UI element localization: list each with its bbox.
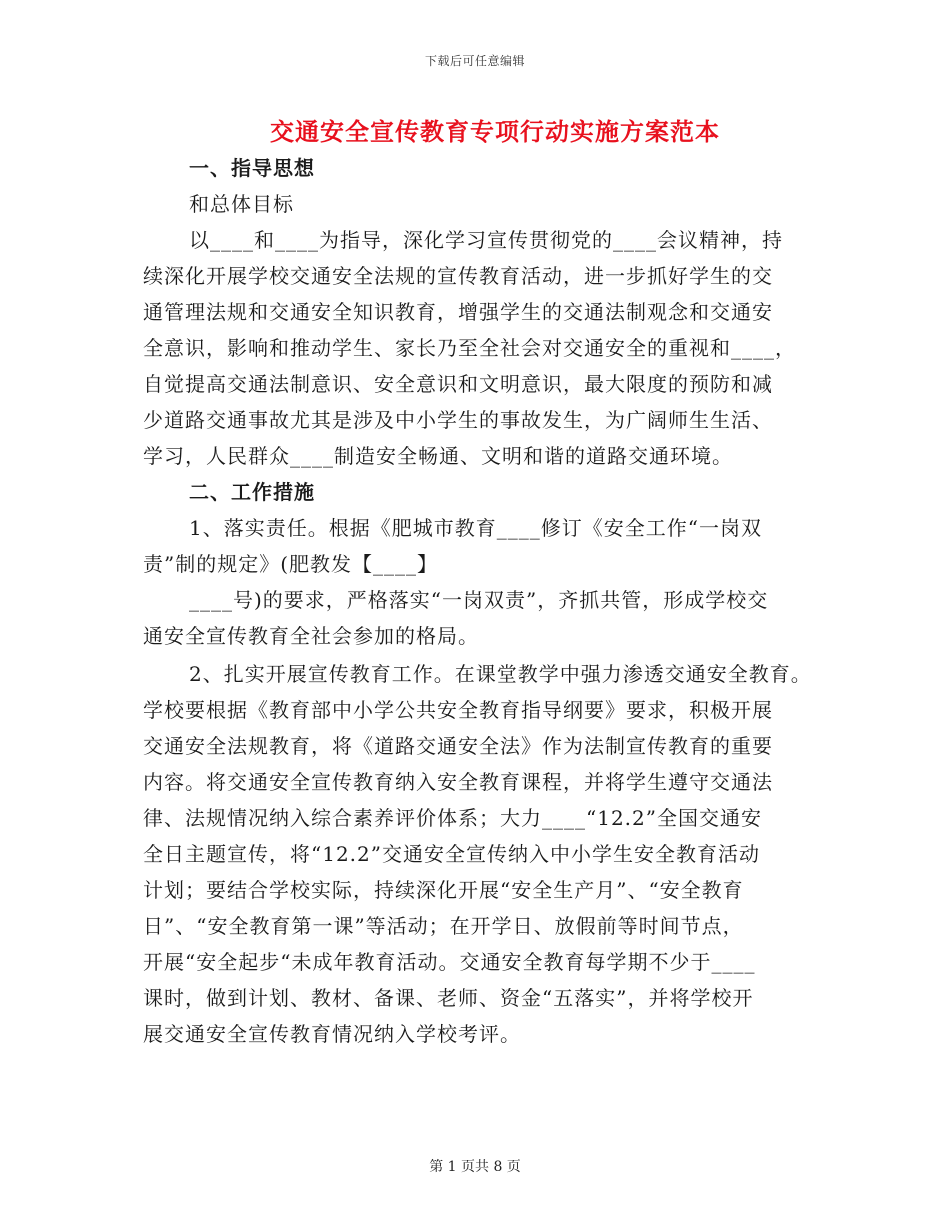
paragraph-line: 少道路交通事故尤其是涉及中小学生的事故发生，为广阔师生生活、 xyxy=(143,408,773,432)
paragraph-line: 和总体目标 xyxy=(189,192,294,216)
paragraph-line: 计划；要结合学校实际，持续深化开展“安全生产月”、“安全教育 xyxy=(143,878,744,902)
paragraph-line: 学习，人民群众____制造安全畅通、文明和谐的道路交通环境。 xyxy=(143,444,733,468)
page-number: 第 1 页共 8 页 xyxy=(429,1159,521,1175)
paragraph-line: 交通安全法规教育，将《道路交通安全法》作为法制宣传教育的重要 xyxy=(143,734,773,758)
paragraph-line: 通管理法规和交通安全知识教育，增强学生的交通法制观念和交通安 xyxy=(143,300,773,324)
paragraph-line: 全日主题宣传，将“12.2”交通安全宣传纳入中小学生安全教育活动 xyxy=(143,842,760,866)
paragraph-line: 课时，做到计划、教材、备课、老师、资金“五落实”，并将学校开 xyxy=(143,986,754,1010)
document-body xyxy=(143,150,823,1052)
paragraph-line: 开展“安全起步“未成年教育活动。交通安全教育每学期不少于____ xyxy=(143,950,756,974)
paragraph-line: 2、扎实开展宣传教育工作。在课堂教学中强力渗透交通安全教育。 xyxy=(189,662,812,686)
paragraph-line: 内容。将交通安全宣传教育纳入安全教育课程，并将学生遵守交通法 xyxy=(143,770,773,794)
paragraph-line: ____号)的要求，严格落实“一岗双责”，齐抓共管，形成学校交 xyxy=(189,588,769,612)
paragraph-line: 续深化开展学校交通安全法规的宣传教育活动，进一步抓好学生的交 xyxy=(143,264,773,288)
paragraph-line: 展交通安全宣传教育情况纳入学校考评。 xyxy=(143,1022,521,1046)
page-header-note: 下载后可任意编辑 xyxy=(424,54,525,68)
paragraph-line: 以____和____为指导，深化学习宣传贯彻党的____会议精神，持 xyxy=(189,228,783,252)
paragraph-line: 日”、“安全教育第一课”等活动；在开学日、放假前等时间节点， xyxy=(143,914,744,938)
paragraph-line: 自觉提高交通法制意识、安全意识和文明意识，最大限度的预防和减 xyxy=(143,372,773,396)
document-title: 交通安全宣传教育专项行动实施方案范本 xyxy=(270,118,720,146)
paragraph-line: 全意识，影响和推动学生、家长乃至全社会对交通安全的重视和____， xyxy=(143,336,796,360)
paragraph-line: 律、法规情况纳入综合素养评价体系；大力____“12.2”全国交通安 xyxy=(143,806,762,830)
paragraph-line: 责”制的规定》(肥教发【____】 xyxy=(143,552,439,576)
paragraph-line: 学校要根据《教育部中小学公共安全教育指导纲要》要求，积极开展 xyxy=(143,698,773,722)
paragraph-line: 通安全宣传教育全社会参加的格局。 xyxy=(143,624,479,648)
section-heading-guiding-thought: 一、指导思想 xyxy=(189,156,315,180)
paragraph-line: 1、落实责任。根据《肥城市教育____修订《安全工作“一岗双 xyxy=(189,516,762,540)
section-heading-work-measures: 二、工作措施 xyxy=(189,480,315,504)
